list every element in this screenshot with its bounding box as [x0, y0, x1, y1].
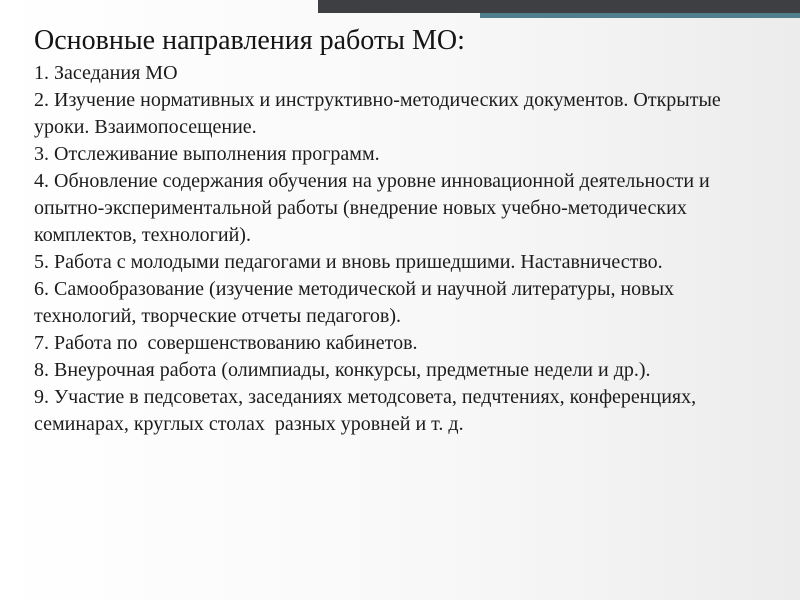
list-item: 2. Изучение нормативных и инструктивно-методических документов. Открытые уроки. Взаимопосещение. — [34, 89, 726, 138]
slide-content — [34, 22, 764, 438]
slide-title: Основные направления работы МО: — [34, 25, 465, 56]
teal-accent-bar — [480, 13, 800, 18]
list-item: 4. Обновление содержания обучения на уровне инновационной деятельности и опытно-экспериментальной работы (внедрение новых учебно-методических комплектов, технологий). — [34, 170, 715, 246]
list-item: 8. Внеурочная работа (олимпиады, конкурсы, предметные недели и др.). — [34, 359, 651, 381]
list-item: 7. Работа по совершенствованию кабинетов. — [34, 332, 418, 354]
list-item: 9. Участие в педсоветах, заседаниях методсовета, педчтениях, конференциях, семинарах, круглых столах разных уровней и т. д. — [34, 386, 702, 435]
directions-list — [34, 60, 764, 438]
list-item: 1. Заседания МО — [34, 62, 178, 84]
list-item: 5. Работа с молодыми педагогами и вновь пришедшими. Наставничество. — [34, 251, 663, 273]
list-item: 3. Отслеживание выполнения программ. — [34, 143, 380, 165]
header-decoration — [0, 0, 800, 22]
dark-accent-bar — [318, 0, 800, 13]
list-item: 6. Самообразование (изучение методической и научной литературы, новых технологий, творческие отчеты педагогов). — [34, 278, 680, 327]
